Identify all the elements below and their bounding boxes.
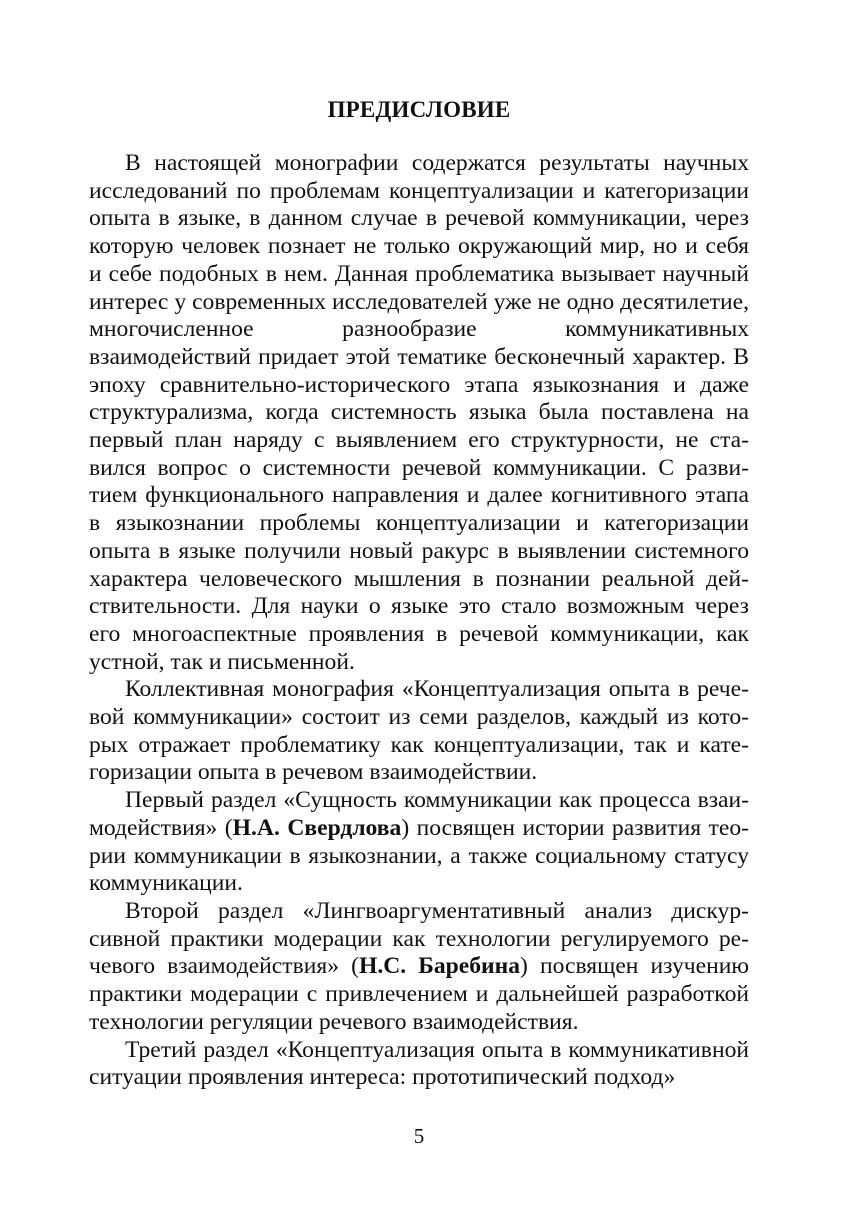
paragraph-section-three: Третий раздел «Концептуализация опыта в коммуникативной ситуации проявления интереса: прототипический подход»	[89, 1036, 749, 1091]
paragraph-overview: Коллективная монография «Концептуализация опыта в речевой коммуникации» состоит из семи разделов, каждый из которых отражает проблематику как концептуализации, так и категоризации опыта в речевом взаимодействии.	[89, 676, 749, 786]
page-title: ПРЕДИСЛОВИЕ	[327, 97, 511, 122]
paragraph-text: Первый раздел «Сущность коммуникации как процесса взаимодействия» (	[89, 787, 749, 841]
paragraph-intro: В настоящей монографии содержатся результаты научных исследований по проблемам концептуализации и категоризации опыта в языке, в данном случае в речевой коммуникации, через которую человек познает не только окружающий мир, но и себя и себе подобных в нем. Данная проблематика вызывает научный интерес у современных исследователей уже не одно десятилетие, многочисленное разнообразие коммуникативных взаимодействий придает этой тематике бесконечный характер. В эпоху сравнительно-исторического этапа языкознания и даже структурализма, когда системность языка была поставлена на первый план наряду с выявлением его структурности, не ставился вопрос о системности речевой коммуникации. С развитием функционального направления и далее когнитивного этапа в языкознании проблемы концептуализации и категоризации опыта в языке получили новый ракурс в выявлении системного характера человеческого мышления в познании реальной действительности. Для науки о языке это стало возможным через его многоаспектные проявления в речевой коммуникации, как устной, так и письменной.	[89, 150, 749, 675]
author-name: Н.С. Баребина	[358, 953, 521, 980]
author-name: Н.А. Свердлова	[232, 814, 402, 841]
body-text	[89, 150, 749, 1092]
document-page	[89, 0, 749, 1211]
paragraph-text: Второй раздел «Лингвоаргументативный анализ дискурсивной практики модерации как технологии регулируемого речевого взаимодействия» (	[89, 897, 749, 980]
page-number: 5	[413, 1124, 425, 1148]
paragraph-section-one	[89, 787, 749, 898]
paragraph-section-two	[89, 898, 749, 1037]
paragraph-text: ) посвящен истории развития теории коммуникации в языкознании, а также социальному статусу коммуникации.	[89, 814, 749, 897]
paragraph-text: ) посвящен изучению практики модерации с привлечением и дальнейшей разработкой технологии регуляции речевого взаимодействия.	[89, 953, 749, 1035]
